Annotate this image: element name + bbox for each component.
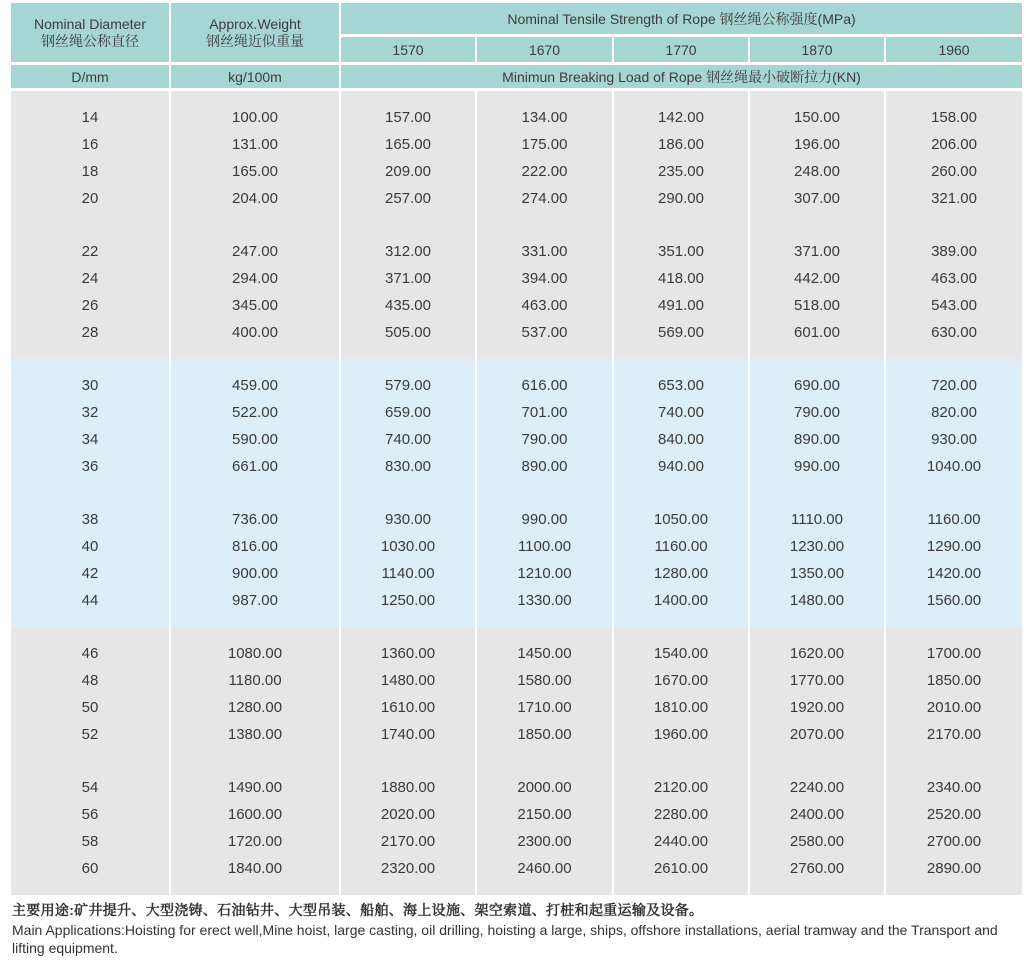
cell-diameter: 20: [11, 185, 171, 212]
spacer-cell: [750, 91, 886, 104]
spacer-cell: [886, 346, 1022, 359]
spacer-cell: [341, 614, 477, 627]
cell-load-1870: 990.00: [750, 453, 886, 480]
cell-load-1870: 601.00: [750, 319, 886, 346]
table-row: [11, 855, 1022, 882]
header-diameter-zh: 钢丝绳公称直径: [41, 33, 139, 49]
cell-load-1670: 1450.00: [477, 640, 614, 667]
cell-load-1670: 890.00: [477, 453, 614, 480]
cell-load-1960: 2700.00: [886, 828, 1022, 855]
cell-diameter: 14: [11, 104, 171, 131]
spacer-cell: [171, 91, 341, 104]
spacer-cell: [886, 359, 1022, 372]
cell-load-1870: 1770.00: [750, 667, 886, 694]
cell-load-1770: 2610.00: [614, 855, 750, 882]
table-row: [11, 319, 1022, 346]
spacer-cell: [477, 346, 614, 359]
table-row: [11, 372, 1022, 399]
spacer-cell: [341, 91, 477, 104]
spacer-cell: [11, 346, 171, 359]
table-row: [11, 640, 1022, 667]
header-diameter-en: Nominal Diameter: [33, 16, 147, 32]
table-row: [11, 426, 1022, 453]
cell-load-1870: 248.00: [750, 158, 886, 185]
cell-load-1670: 2460.00: [477, 855, 614, 882]
cell-load-1960: 543.00: [886, 292, 1022, 319]
cell-load-1570: 1030.00: [341, 533, 477, 560]
cell-load-1570: 209.00: [341, 158, 477, 185]
cell-load-1770: 840.00: [614, 426, 750, 453]
cell-load-1870: 150.00: [750, 104, 886, 131]
cell-load-1870: 307.00: [750, 185, 886, 212]
cell-weight: 987.00: [171, 587, 341, 614]
table-body: [11, 91, 1022, 895]
cell-diameter: 50: [11, 694, 171, 721]
cell-diameter: 38: [11, 506, 171, 533]
spacer-cell: [11, 882, 171, 895]
cell-load-1670: 2300.00: [477, 828, 614, 855]
cell-load-1870: 2240.00: [750, 774, 886, 801]
table-row: [11, 533, 1022, 560]
spacer-cell: [614, 346, 750, 359]
spacer-cell: [11, 627, 171, 640]
cell-load-1570: 165.00: [341, 131, 477, 158]
cell-load-1960: 630.00: [886, 319, 1022, 346]
cell-load-1960: 720.00: [886, 372, 1022, 399]
cell-load-1570: 312.00: [341, 238, 477, 265]
header-breaking-load: Minimun Breaking Load of Rope 钢丝绳最小破断拉力(KN): [341, 65, 1022, 91]
applications-zh: 主要用途:矿井提升、大型浇铸、石油钻井、大型吊装、船舶、海上设施、架空索道、打桩和起重运输及设备。: [12, 902, 704, 918]
spacer-cell: [11, 614, 171, 627]
cell-load-1870: 196.00: [750, 131, 886, 158]
spacer-cell: [886, 614, 1022, 627]
spacer-cell: [171, 627, 341, 640]
cell-diameter: 46: [11, 640, 171, 667]
group-gap: [11, 480, 1022, 506]
cell-load-1570: 2320.00: [341, 855, 477, 882]
cell-diameter: 48: [11, 667, 171, 694]
cell-load-1770: 418.00: [614, 265, 750, 292]
cell-load-1960: 820.00: [886, 399, 1022, 426]
spacer-cell: [171, 480, 341, 506]
cell-load-1670: 463.00: [477, 292, 614, 319]
cell-load-1770: 740.00: [614, 399, 750, 426]
cell-load-1870: 1480.00: [750, 587, 886, 614]
cell-load-1960: 260.00: [886, 158, 1022, 185]
spacer-cell: [886, 91, 1022, 104]
cell-load-1870: 371.00: [750, 238, 886, 265]
cell-load-1870: 690.00: [750, 372, 886, 399]
cell-load-1870: 790.00: [750, 399, 886, 426]
cell-load-1670: 134.00: [477, 104, 614, 131]
cell-load-1670: 790.00: [477, 426, 614, 453]
spacer-cell: [614, 359, 750, 372]
cell-load-1570: 157.00: [341, 104, 477, 131]
cell-load-1770: 2440.00: [614, 828, 750, 855]
spacer-cell: [341, 882, 477, 895]
cell-weight: 1840.00: [171, 855, 341, 882]
cell-load-1570: 830.00: [341, 453, 477, 480]
spacer-cell: [750, 480, 886, 506]
group-gap: [11, 212, 1022, 238]
cell-load-1670: 331.00: [477, 238, 614, 265]
cell-load-1960: 1420.00: [886, 560, 1022, 587]
header-approx-weight: [171, 3, 341, 65]
cell-load-1570: 371.00: [341, 265, 477, 292]
cell-load-1570: 579.00: [341, 372, 477, 399]
cell-load-1960: 1560.00: [886, 587, 1022, 614]
cell-weight: 1490.00: [171, 774, 341, 801]
cell-load-1670: 274.00: [477, 185, 614, 212]
cell-load-1670: 1710.00: [477, 694, 614, 721]
cell-load-1570: 659.00: [341, 399, 477, 426]
header-nominal-diameter: [11, 3, 171, 65]
spacer-cell: [477, 91, 614, 104]
cell-diameter: 26: [11, 292, 171, 319]
spacer-cell: [341, 627, 477, 640]
section-bottom-padding: [11, 346, 1022, 359]
cell-diameter: 60: [11, 855, 171, 882]
header-weight-zh: 钢丝绳近似重量: [206, 33, 304, 49]
cell-load-1570: 930.00: [341, 506, 477, 533]
cell-weight: 294.00: [171, 265, 341, 292]
cell-load-1770: 351.00: [614, 238, 750, 265]
cell-weight: 100.00: [171, 104, 341, 131]
cell-load-1770: 2120.00: [614, 774, 750, 801]
cell-load-1570: 1480.00: [341, 667, 477, 694]
cell-diameter: 58: [11, 828, 171, 855]
spacer-cell: [341, 359, 477, 372]
spacer-cell: [750, 882, 886, 895]
cell-weight: 1280.00: [171, 694, 341, 721]
table-row: [11, 667, 1022, 694]
cell-weight: 459.00: [171, 372, 341, 399]
cell-diameter: 22: [11, 238, 171, 265]
spacer-cell: [614, 748, 750, 774]
cell-weight: 1380.00: [171, 721, 341, 748]
cell-weight: 590.00: [171, 426, 341, 453]
spacer-cell: [477, 627, 614, 640]
spacer-cell: [886, 627, 1022, 640]
cell-weight: 816.00: [171, 533, 341, 560]
header-grade-1870: 1870: [750, 37, 886, 65]
spacer-cell: [886, 748, 1022, 774]
cell-load-1570: 2170.00: [341, 828, 477, 855]
table-row: [11, 158, 1022, 185]
cell-load-1670: 616.00: [477, 372, 614, 399]
table-row: [11, 828, 1022, 855]
cell-weight: 1080.00: [171, 640, 341, 667]
table-row: [11, 104, 1022, 131]
cell-load-1570: 740.00: [341, 426, 477, 453]
cell-weight: 1720.00: [171, 828, 341, 855]
group-gap: [11, 748, 1022, 774]
spacer-cell: [11, 748, 171, 774]
applications-note: [12, 901, 1012, 957]
spacer-cell: [341, 480, 477, 506]
header-weight-en: Approx.Weight: [209, 16, 301, 32]
table-row: [11, 774, 1022, 801]
spacer-cell: [11, 480, 171, 506]
spacer-cell: [171, 882, 341, 895]
cell-load-1670: 1100.00: [477, 533, 614, 560]
spacer-cell: [171, 212, 341, 238]
cell-load-1770: 569.00: [614, 319, 750, 346]
table-row: [11, 587, 1022, 614]
section-bottom-padding: [11, 614, 1022, 627]
cell-load-1870: 1230.00: [750, 533, 886, 560]
spacer-cell: [750, 748, 886, 774]
header-unit-diameter: D/mm: [11, 65, 171, 91]
cell-weight: 131.00: [171, 131, 341, 158]
cell-load-1570: 1360.00: [341, 640, 477, 667]
header-unit-weight: kg/100m: [171, 65, 341, 91]
cell-load-1670: 2150.00: [477, 801, 614, 828]
cell-load-1960: 930.00: [886, 426, 1022, 453]
cell-load-1570: 1610.00: [341, 694, 477, 721]
cell-weight: 400.00: [171, 319, 341, 346]
table-row: [11, 694, 1022, 721]
cell-load-1670: 394.00: [477, 265, 614, 292]
cell-load-1770: 2280.00: [614, 801, 750, 828]
cell-load-1960: 2520.00: [886, 801, 1022, 828]
cell-load-1770: 1810.00: [614, 694, 750, 721]
cell-load-1960: 2890.00: [886, 855, 1022, 882]
table-row: [11, 131, 1022, 158]
cell-diameter: 40: [11, 533, 171, 560]
header-grade-1570: 1570: [341, 37, 477, 65]
spacer-cell: [477, 480, 614, 506]
cell-load-1670: 1580.00: [477, 667, 614, 694]
spacer-cell: [614, 614, 750, 627]
cell-load-1670: 1210.00: [477, 560, 614, 587]
cell-load-1770: 653.00: [614, 372, 750, 399]
cell-load-1960: 389.00: [886, 238, 1022, 265]
spacer-cell: [614, 480, 750, 506]
cell-weight: 900.00: [171, 560, 341, 587]
spacer-cell: [750, 627, 886, 640]
header-grade-1960: 1960: [886, 37, 1022, 65]
cell-diameter: 42: [11, 560, 171, 587]
spacer-cell: [614, 882, 750, 895]
spacer-cell: [11, 212, 171, 238]
cell-load-1570: 1140.00: [341, 560, 477, 587]
cell-load-1960: 1290.00: [886, 533, 1022, 560]
cell-load-1770: 1960.00: [614, 721, 750, 748]
cell-load-1670: 537.00: [477, 319, 614, 346]
cell-load-1770: 491.00: [614, 292, 750, 319]
spacer-cell: [171, 614, 341, 627]
cell-load-1960: 2340.00: [886, 774, 1022, 801]
cell-load-1770: 235.00: [614, 158, 750, 185]
header-tensile-strength: Nominal Tensile Strength of Rope 钢丝绳公称强度(MPa): [341, 3, 1022, 37]
cell-load-1960: 1160.00: [886, 506, 1022, 533]
cell-load-1770: 1670.00: [614, 667, 750, 694]
spacer-cell: [750, 614, 886, 627]
table-row: [11, 506, 1022, 533]
cell-load-1670: 990.00: [477, 506, 614, 533]
spacer-cell: [614, 212, 750, 238]
cell-load-1770: 1540.00: [614, 640, 750, 667]
spacer-cell: [477, 212, 614, 238]
cell-load-1670: 1330.00: [477, 587, 614, 614]
cell-weight: 1180.00: [171, 667, 341, 694]
section-top-padding: [11, 359, 1022, 372]
spacer-cell: [750, 346, 886, 359]
cell-weight: 1600.00: [171, 801, 341, 828]
cell-load-1770: 1160.00: [614, 533, 750, 560]
spacer-cell: [614, 627, 750, 640]
table-row: [11, 721, 1022, 748]
cell-load-1670: 222.00: [477, 158, 614, 185]
cell-load-1670: 175.00: [477, 131, 614, 158]
cell-load-1870: 1110.00: [750, 506, 886, 533]
table-row: [11, 265, 1022, 292]
cell-load-1960: 321.00: [886, 185, 1022, 212]
cell-diameter: 34: [11, 426, 171, 453]
cell-diameter: 30: [11, 372, 171, 399]
spacer-cell: [341, 212, 477, 238]
table-row: [11, 185, 1022, 212]
spacer-cell: [477, 882, 614, 895]
spacer-cell: [11, 91, 171, 104]
cell-load-1770: 1050.00: [614, 506, 750, 533]
cell-weight: 661.00: [171, 453, 341, 480]
cell-load-1960: 1850.00: [886, 667, 1022, 694]
cell-load-1870: 2760.00: [750, 855, 886, 882]
cell-load-1770: 940.00: [614, 453, 750, 480]
cell-load-1870: 1920.00: [750, 694, 886, 721]
table-row: [11, 801, 1022, 828]
cell-load-1960: 206.00: [886, 131, 1022, 158]
cell-diameter: 16: [11, 131, 171, 158]
cell-load-1670: 2000.00: [477, 774, 614, 801]
cell-load-1570: 1740.00: [341, 721, 477, 748]
cell-diameter: 32: [11, 399, 171, 426]
cell-load-1570: 257.00: [341, 185, 477, 212]
cell-load-1570: 435.00: [341, 292, 477, 319]
cell-load-1770: 290.00: [614, 185, 750, 212]
section-top-padding: [11, 91, 1022, 104]
cell-diameter: 28: [11, 319, 171, 346]
header-grade-1770: 1770: [614, 37, 750, 65]
cell-load-1960: 1700.00: [886, 640, 1022, 667]
cell-load-1960: 463.00: [886, 265, 1022, 292]
cell-diameter: 18: [11, 158, 171, 185]
spacer-cell: [171, 346, 341, 359]
spacer-cell: [477, 359, 614, 372]
cell-weight: 736.00: [171, 506, 341, 533]
cell-diameter: 36: [11, 453, 171, 480]
cell-diameter: 52: [11, 721, 171, 748]
section-top-padding: [11, 627, 1022, 640]
cell-load-1670: 701.00: [477, 399, 614, 426]
spacer-cell: [886, 212, 1022, 238]
cell-load-1870: 2580.00: [750, 828, 886, 855]
rope-spec-table: [11, 3, 1022, 895]
cell-load-1960: 1040.00: [886, 453, 1022, 480]
applications-en: Main Applications:Hoisting for erect well,Mine hoist, large casting, oil drilling, hoisting a large, ships, offshore installations, aerial tramway and the Transport and lifting equipment.: [12, 922, 998, 956]
cell-load-1960: 2170.00: [886, 721, 1022, 748]
spacer-cell: [171, 748, 341, 774]
cell-weight: 247.00: [171, 238, 341, 265]
cell-weight: 345.00: [171, 292, 341, 319]
spacer-cell: [171, 359, 341, 372]
header-grade-1670: 1670: [477, 37, 614, 65]
cell-load-1570: 2020.00: [341, 801, 477, 828]
cell-load-1870: 1620.00: [750, 640, 886, 667]
cell-load-1670: 1850.00: [477, 721, 614, 748]
cell-load-1870: 1350.00: [750, 560, 886, 587]
cell-load-1870: 518.00: [750, 292, 886, 319]
cell-diameter: 44: [11, 587, 171, 614]
table-row: [11, 238, 1022, 265]
spacer-cell: [477, 614, 614, 627]
cell-load-1870: 442.00: [750, 265, 886, 292]
table-row: [11, 292, 1022, 319]
cell-weight: 522.00: [171, 399, 341, 426]
cell-weight: 165.00: [171, 158, 341, 185]
cell-load-1570: 1250.00: [341, 587, 477, 614]
cell-load-1570: 1880.00: [341, 774, 477, 801]
cell-load-1770: 142.00: [614, 104, 750, 131]
cell-load-1960: 2010.00: [886, 694, 1022, 721]
spacer-cell: [341, 346, 477, 359]
table-row: [11, 453, 1022, 480]
cell-diameter: 24: [11, 265, 171, 292]
section-bottom-padding: [11, 882, 1022, 895]
spacer-cell: [614, 91, 750, 104]
cell-load-1770: 1280.00: [614, 560, 750, 587]
spacer-cell: [750, 359, 886, 372]
spacer-cell: [886, 882, 1022, 895]
cell-load-1570: 505.00: [341, 319, 477, 346]
cell-load-1870: 2400.00: [750, 801, 886, 828]
cell-diameter: 56: [11, 801, 171, 828]
table-row: [11, 560, 1022, 587]
cell-load-1770: 186.00: [614, 131, 750, 158]
spacer-cell: [477, 748, 614, 774]
spacer-cell: [886, 480, 1022, 506]
spacer-cell: [11, 359, 171, 372]
cell-load-1870: 2070.00: [750, 721, 886, 748]
cell-load-1960: 158.00: [886, 104, 1022, 131]
cell-load-1770: 1400.00: [614, 587, 750, 614]
spacer-cell: [750, 212, 886, 238]
spacer-cell: [341, 748, 477, 774]
cell-diameter: 54: [11, 774, 171, 801]
cell-weight: 204.00: [171, 185, 341, 212]
cell-load-1870: 890.00: [750, 426, 886, 453]
table-row: [11, 399, 1022, 426]
